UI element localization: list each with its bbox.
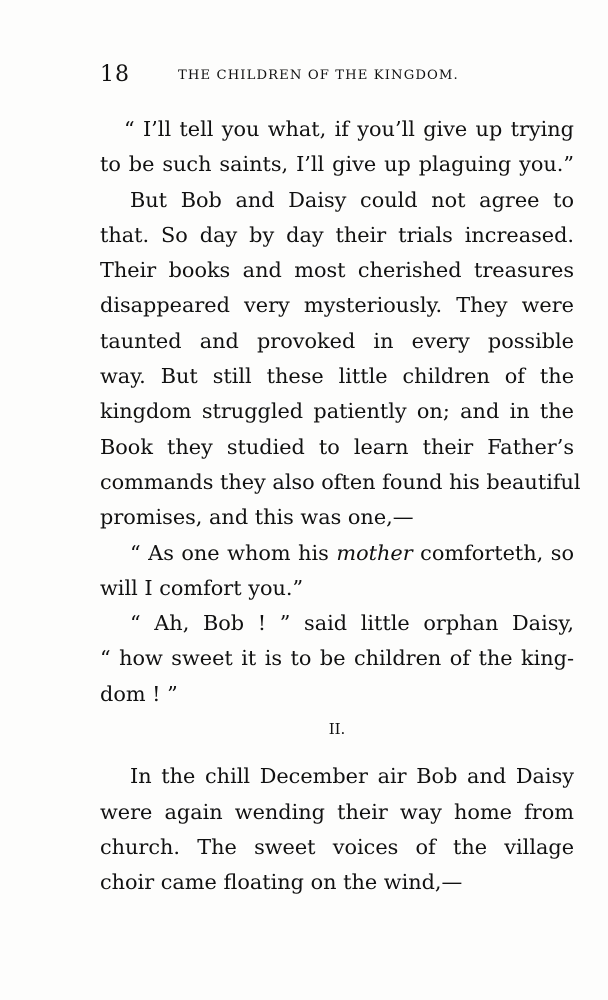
quote-line xyxy=(100,536,574,571)
text-line: Book they studied to learn their Father’s xyxy=(100,434,574,459)
text-line: choir came floating on the wind,— xyxy=(100,870,463,895)
quote-text: “ As one whom his xyxy=(130,540,337,565)
page-header xyxy=(100,62,574,92)
dialogue-line: “ how sweet it is to be children of the king- xyxy=(100,646,574,671)
body-text xyxy=(100,112,581,901)
text-line: were again wending their way home from xyxy=(100,799,574,824)
text-line: disappeared very mysteriously. They were xyxy=(100,293,574,318)
quote-text: comforteth, so xyxy=(412,540,574,565)
page-number: 18 xyxy=(100,62,130,87)
text-line: church. The sweet voices of the village xyxy=(100,834,574,859)
text-line: promises, and this was one,— xyxy=(100,505,414,530)
text-line: kingdom struggled patiently on; and in the xyxy=(100,399,574,424)
quote-line: will I comfort you.” xyxy=(100,575,304,600)
text-line: In the chill December air Bob and Daisy xyxy=(130,764,574,789)
text-line: way. But still these little children of the xyxy=(100,364,574,389)
quote-italic: mother xyxy=(336,540,413,565)
text-line: that. So day by day their trials increased. xyxy=(100,222,574,247)
text-line: Their books and most cherished treasures xyxy=(100,258,574,283)
dialogue-line: “ Ah, Bob ! ” said little orphan Daisy, xyxy=(130,611,574,636)
text-line: commands they also often found his beautiful xyxy=(100,469,581,494)
dialogue-line: dom ! ” xyxy=(100,681,178,706)
text-line: taunted and provoked in every possible xyxy=(100,328,574,353)
running-head: THE CHILDREN OF THE KINGDOM. xyxy=(178,68,459,83)
section-heading: II. xyxy=(328,720,346,739)
text-line: “ I’ll tell you what, if you’ll give up trying xyxy=(124,117,574,141)
text-line: to be such saints, I’ll give up plaguing you.” xyxy=(100,152,574,177)
text-line: But Bob and Daisy could not agree to xyxy=(130,187,574,212)
